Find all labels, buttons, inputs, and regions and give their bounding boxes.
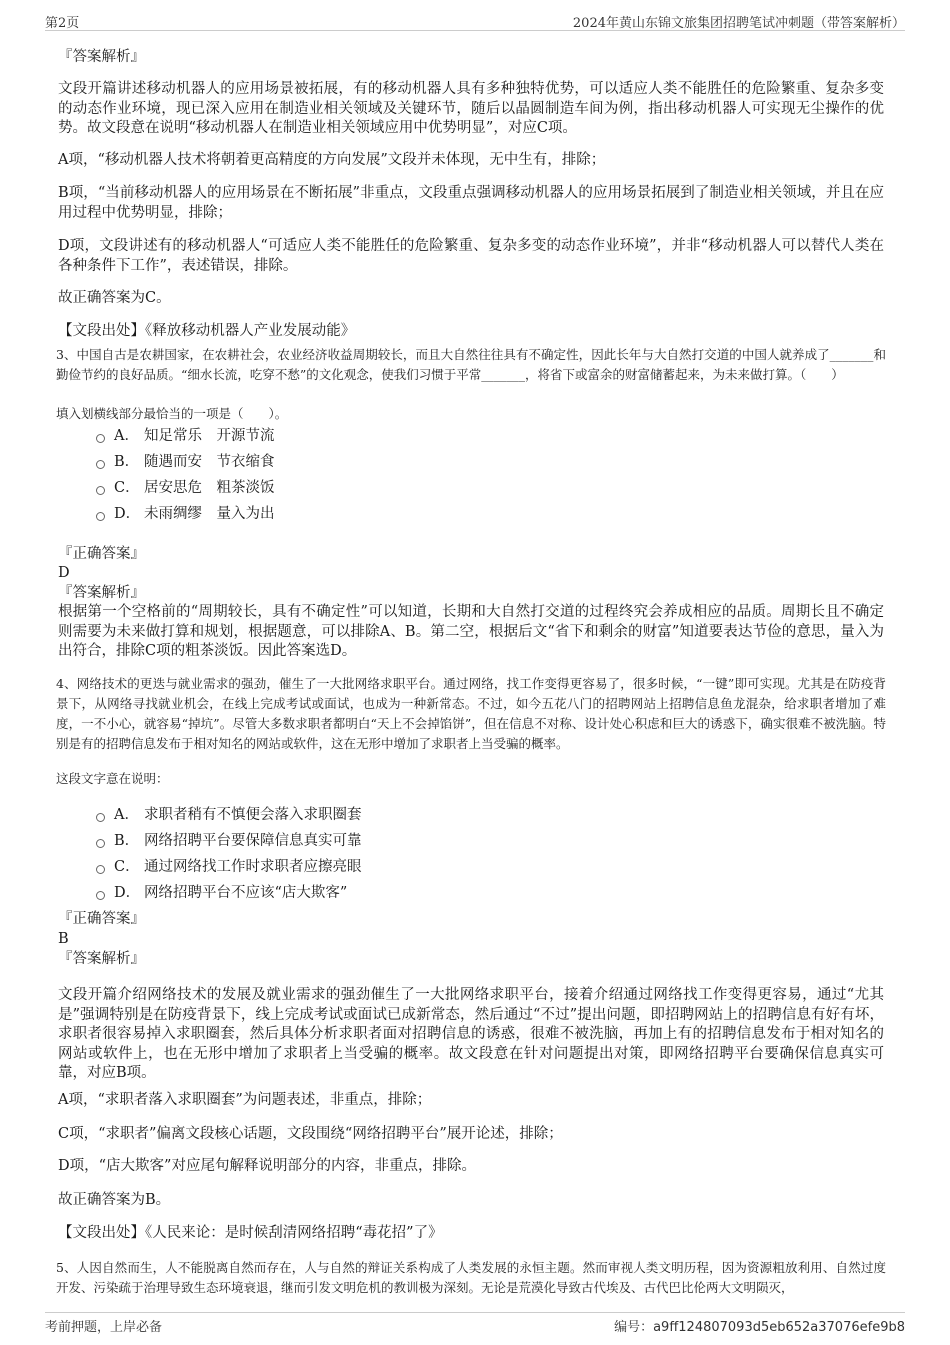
q4-conclusion: 故正确答案为B。 (58, 1192, 171, 1208)
radio-icon[interactable] (96, 460, 105, 469)
q3-option-b[interactable] (96, 453, 275, 471)
option-key: D． (114, 506, 141, 522)
q4-option-a-explanation: A项，“求职者落入求职圈套”为问题表述，非重点，排除； (58, 1092, 432, 1108)
q3-answer-label: 『正确答案』 (58, 546, 145, 562)
page-header (45, 12, 905, 31)
option-text: 通过网络找工作时求职者应擦亮眼 (144, 859, 362, 875)
option-text: 未雨绸缪 量入为出 (144, 506, 275, 522)
document-title: 2024年黄山东锦文旅集团招聘笔试冲刺题（带答案解析） (572, 16, 905, 31)
option-text: 网络招聘平台不应该“店大欺客” (144, 885, 348, 901)
q3-analysis-label: 『答案解析』 (58, 585, 145, 601)
q5-stem: 5、人因自然而生，人不能脱离自然而存在，人与自然的辩证关系构成了人类发展的永恒主题。然而审视人类文明历程，因为资源粗放利用、自然过度开发、污染疏于治理导致生态环境衰退，继而引发文明危机的教训极为深刻。无论是荒漠化导致古代埃及、古代巴比伦两大文明陨灭， (56, 1260, 886, 1295)
q3-option-c[interactable] (96, 479, 275, 497)
radio-icon[interactable] (96, 512, 105, 521)
q3-option-d[interactable] (96, 505, 275, 523)
q2-option-a-explanation: A项，“移动机器人技术将朝着更高精度的方向发展”文段并未体现，无中生有，排除； (58, 152, 606, 168)
option-text: 求职者稍有不慎便会落入求职圈套 (144, 807, 362, 823)
q4-option-d-explanation: D项，“店大欺客”对应尾句解释说明部分的内容，非重点，排除。 (58, 1158, 476, 1174)
q2-option-b-explanation: B项，“当前移动机器人的应用场景在不断拓展”非重点，文段重点强调移动机器人的应用场景拓展到了制造业相关领域，并且在应用过程中优势明显，排除； (58, 185, 884, 221)
q3-option-a[interactable] (96, 427, 275, 445)
radio-icon[interactable] (96, 813, 105, 822)
q3-analysis: 根据第一个空格前的“周期较长，具有不确定性”可以知道，长期和大自然打交道的过程终究会养成相应的品质。周期长且不确定则需要为未来做打算和规划，根据题意，可以排除A、B。第二空，根据后文“省下和剩余的财富”知道要表达节俭的意思，量入为出符合，排除C项的粗茶淡饭。因此答案选D。 (58, 604, 884, 659)
radio-icon[interactable] (96, 839, 105, 848)
q2-option-d-explanation: D项，文段讲述有的移动机器人“可适应人类不能胜任的危险繁重、复杂多变的动态作业环境”，并非“移动机器人可以替代人类在各种条件下工作”，表述错误，排除。 (58, 238, 884, 274)
option-key: A． (114, 428, 139, 444)
q4-option-a[interactable] (96, 806, 362, 824)
q4-source: 【文段出处】《人民来论：是时候刮清网络招聘“毒花招”了》 (58, 1225, 443, 1241)
page-footer (45, 1312, 905, 1336)
option-key: D． (114, 885, 141, 901)
document-id (614, 1316, 905, 1335)
option-key: B． (114, 833, 140, 849)
q4-instruction: 这段文字意在说明： (56, 771, 169, 786)
q3-answer: D (58, 565, 70, 581)
radio-icon[interactable] (96, 434, 105, 443)
option-text: 知足常乐 开源节流 (144, 428, 275, 444)
q2-conclusion: 故正确答案为C。 (58, 290, 171, 306)
option-text: 居安思危 粗茶淡饭 (144, 480, 275, 496)
q4-answer: B (58, 931, 69, 947)
radio-icon[interactable] (96, 865, 105, 874)
q4-analysis-label: 『答案解析』 (58, 951, 145, 967)
option-key: A． (114, 807, 139, 823)
radio-icon[interactable] (96, 486, 105, 495)
footer-slogan: 考前押题，上岸必备 (45, 1320, 163, 1335)
option-key: C． (114, 859, 140, 875)
q4-option-c-explanation: C项，“求职者”偏离文段核心话题，文段围绕“网络招聘平台”展开论述，排除； (58, 1126, 563, 1142)
option-key: B． (114, 454, 140, 470)
q4-option-d[interactable] (96, 884, 347, 902)
q4-answer-label: 『正确答案』 (58, 911, 145, 927)
option-text: 网络招聘平台要保障信息真实可靠 (144, 833, 362, 849)
document-id-label: 编号： (614, 1320, 654, 1335)
q3-stem: 3、中国自古是农耕国家，在农耕社会，农业经济收益周期较长，而且大自然往往具有不确定性，因此长年与大自然打交道的中国人就养成了_______和勤俭节约的良好品质。“细水长流，吃穿不愁”的文化观念，使我们习惯于平常_______，将省下或富余的财富储蓄起来，为未来做打算。（ ） (56, 347, 886, 382)
document-id-code: a9ff124807093d5eb652a37076efe9b8 (653, 1320, 905, 1335)
option-text: 随遇而安 节衣缩食 (144, 454, 275, 470)
option-key: C． (114, 480, 140, 496)
q4-analysis-paragraph: 文段开篇介绍网络技术的发展及就业需求的强劲催生了一大批网络求职平台，接着介绍通过网络找工作变得更容易，通过“尤其是”强调特别是在防疫背景下，线上完成考试或面试已成新常态，然后通过“不过”提出问题，即招聘网站上的招聘信息有好有坏，求职者很容易掉入求职圈套，然后具体分析求职者面对招聘信息的诱惑，很难不被洗脑，再加上有的招聘信息发布于相对知名的网站或软件上，也在无形中增加了求职者上当受骗的概率。故文段意在针对问题提出对策，即网络招聘平台要确保信息真实可靠，对应B项。 (58, 987, 884, 1081)
q2-analysis-label: 『答案解析』 (58, 49, 145, 65)
page-number: 第2页 (45, 16, 80, 31)
q4-option-c[interactable] (96, 858, 362, 876)
q3-instruction: 填入划横线部分最恰当的一项是（ ）。 (56, 406, 288, 421)
q2-source: 【文段出处】《释放移动机器人产业发展动能》 (58, 323, 356, 339)
q2-analysis-paragraph: 文段开篇讲述移动机器人的应用场景被拓展，有的移动机器人具有多种独特优势，可以适应人类不能胜任的危险繁重、复杂多变的动态作业环境，现已深入应用在制造业相关领域及关键环节，随后以晶圆制造车间为例，指出移动机器人可实现无尘操作的优势。故文段意在说明“移动机器人在制造业相关领域应用中优势明显”，对应C项。 (58, 81, 884, 136)
radio-icon[interactable] (96, 891, 105, 900)
q4-stem: 4、网络技术的更迭与就业需求的强劲，催生了一大批网络求职平台。通过网络，找工作变得更容易了，很多时候，“一键”即可实现。尤其是在防疫背景下，从网络寻找就业机会，在线上完成考试或面试，也成为一种新常态。不过，如今五花八门的招聘网站上招聘信息鱼龙混杂，给求职者增加了难度，一不小心，就容易“掉坑”。尽管大多数求职者都明白“天上不会掉馅饼”，但在信息不对称、设计处心积虑和巨大的诱惑下，确实很难不被洗脑。特别是有的招聘信息发布于相对知名的网站或软件，这在无形中增加了求职者上当受骗的概率。 (56, 676, 886, 751)
q4-option-b[interactable] (96, 832, 362, 850)
